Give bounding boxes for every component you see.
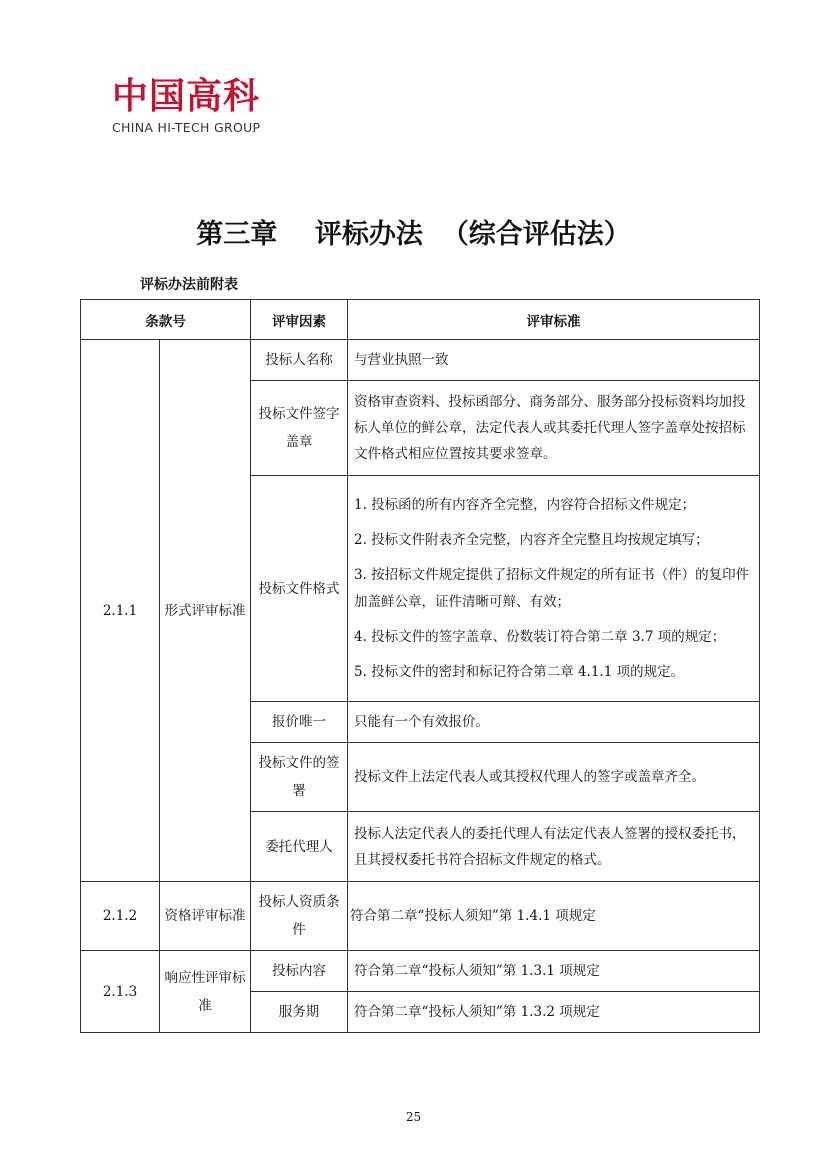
criteria-cell: 资格审查资料、投标函部分、商务部分、服务部分投标资料均加投标人单位的鲜公章，法定代表人或其委托代理人签字盖章处按招标文件格式相应位置按其要求签章。 bbox=[348, 381, 760, 476]
list-item: 4. 投标文件的签字盖章、份数装订符合第二章 3.7 项的规定； bbox=[354, 628, 726, 645]
factor-cell: 投标文件签字盖章 bbox=[251, 381, 348, 476]
table-row bbox=[81, 951, 760, 992]
criteria-cell: 投标文件上法定代表人或其授权代理人的签字或盖章齐全。 bbox=[348, 743, 760, 812]
criteria-cell: 符合第二章“投标人须知”第 1.3.2 项规定 bbox=[348, 992, 760, 1033]
list-item: 5. 投标文件的密封和标记符合第二章 4.1.1 项的规定。 bbox=[354, 663, 685, 680]
list-item: 2. 投标文件附表齐全完整，内容齐全完整且均按规定填写； bbox=[354, 531, 709, 548]
clause-cell: 2.1.3 bbox=[81, 951, 160, 1033]
factor-cell: 投标内容 bbox=[251, 951, 348, 992]
list-item: 1. 投标函的所有内容齐全完整，内容符合招标文件规定； bbox=[354, 496, 696, 513]
section-label: 评标办法前附表 bbox=[140, 277, 238, 293]
criteria-cell: 只能有一个有效报价。 bbox=[348, 702, 760, 743]
list-item: 3. 按招标文件规定提供了招标文件规定的所有证书（件）的复印件加盖鲜公章，证件清晰可辩、有效； bbox=[354, 566, 750, 610]
factor-cell: 投标人名称 bbox=[251, 340, 348, 381]
header-factor: 评审因素 bbox=[251, 300, 348, 340]
logo-english-text: CHINA HI-TECH GROUP bbox=[112, 120, 261, 135]
criteria-list bbox=[354, 492, 753, 686]
table-row bbox=[81, 882, 760, 951]
factor-cell: 投标文件的签署 bbox=[251, 743, 348, 812]
table-header-row bbox=[81, 300, 760, 340]
criteria-cell: 投标人法定代表人的委托代理人有法定代表人签署的授权委托书，且其授权委托书符合招标文件规定的格式。 bbox=[348, 812, 760, 882]
factor-cell: 投标文件格式 bbox=[251, 476, 348, 702]
criteria-cell: 符合第二章“投标人须知”第 1.4.1 项规定 bbox=[348, 882, 760, 951]
page-number: 25 bbox=[405, 1110, 422, 1124]
category-cell: 资格评审标准 bbox=[160, 882, 251, 951]
criteria-cell: 符合第二章“投标人须知”第 1.3.1 项规定 bbox=[348, 951, 760, 992]
header-clause: 条款号 bbox=[81, 300, 251, 340]
criteria-cell bbox=[348, 476, 760, 702]
company-logo bbox=[112, 78, 292, 135]
category-cell: 形式评审标准 bbox=[160, 340, 251, 882]
factor-cell: 委托代理人 bbox=[251, 812, 348, 882]
factor-cell: 服务期 bbox=[251, 992, 348, 1033]
clause-cell: 2.1.2 bbox=[81, 882, 160, 951]
category-cell: 响应性评审标准 bbox=[160, 951, 251, 1033]
evaluation-table bbox=[80, 299, 760, 1033]
header-criteria: 评审标准 bbox=[348, 300, 760, 340]
clause-cell: 2.1.1 bbox=[81, 340, 160, 882]
criteria-cell: 与营业执照一致 bbox=[348, 340, 760, 381]
chapter-title: 第三章 评标办法 （综合评估法） bbox=[196, 219, 631, 250]
factor-cell: 报价唯一 bbox=[251, 702, 348, 743]
table-row bbox=[81, 340, 760, 381]
factor-cell: 投标人资质条件 bbox=[251, 882, 348, 951]
logo-chinese-text: 中国高科 bbox=[112, 76, 261, 117]
